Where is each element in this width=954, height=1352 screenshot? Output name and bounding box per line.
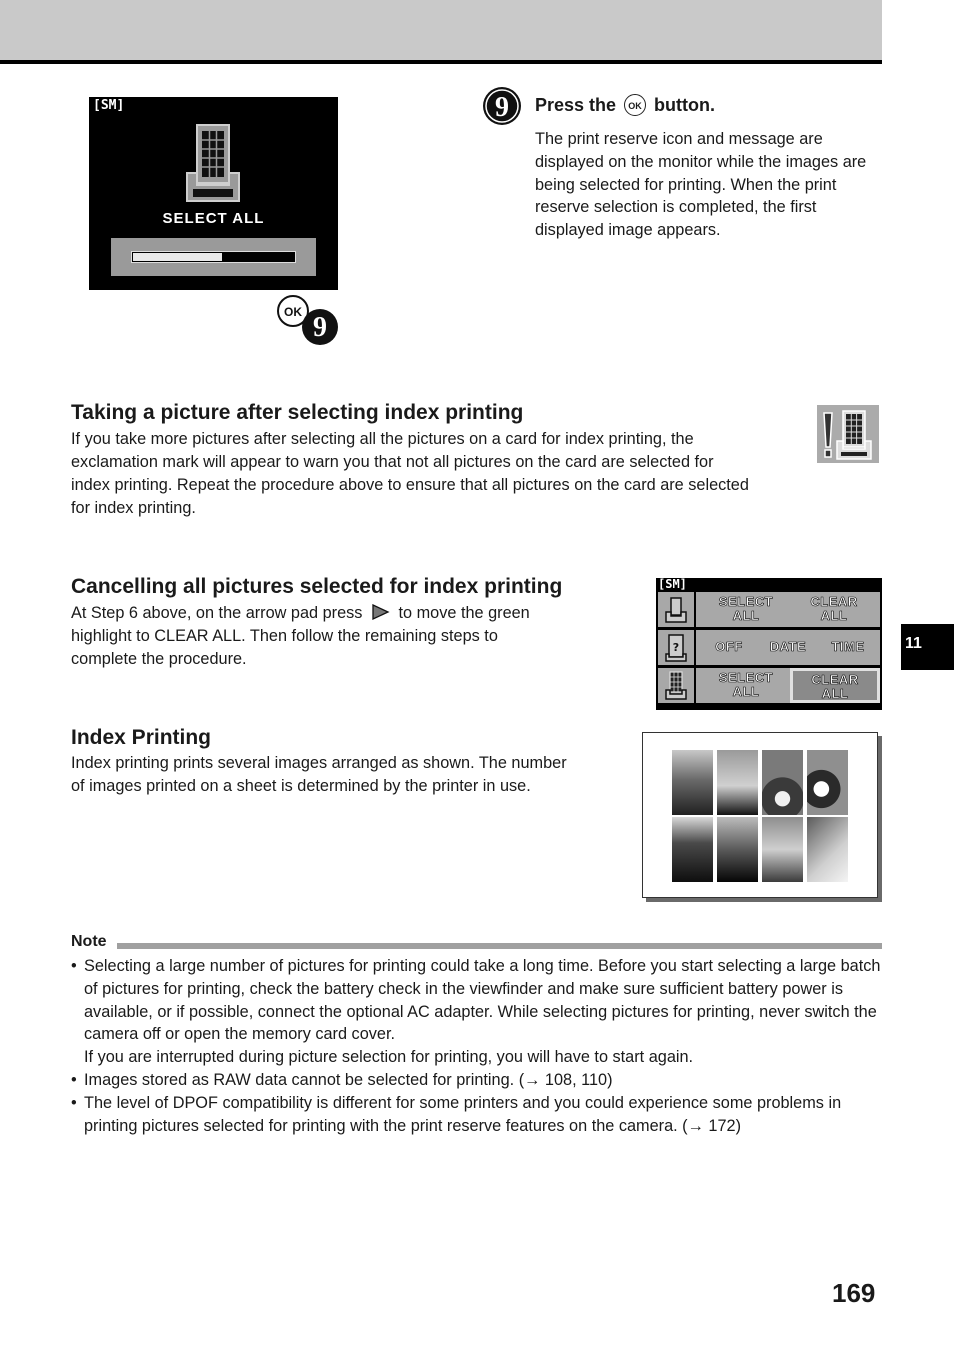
thumbnail-image bbox=[762, 817, 803, 882]
svg-text:?: ? bbox=[672, 641, 680, 654]
header-band bbox=[0, 0, 882, 60]
step-number-text: 9 bbox=[495, 92, 509, 123]
section-body-taking-picture: If you take more pictures after selecting all the pictures on a card for index printing, the exclamation mark will appear to warn you that not all pictures on the card are selected for index printing. Repeat the procedure above to ensure that all pictures on the card are selected for index printing. bbox=[71, 430, 749, 517]
thumbnail-image bbox=[762, 750, 803, 815]
option-date[interactable]: DATE bbox=[769, 639, 807, 654]
menu-mode-tag: [SM] bbox=[658, 577, 687, 591]
menu-row-date bbox=[658, 630, 880, 665]
step-number: 9 bbox=[313, 312, 327, 343]
note-text: If you are interrupted during picture selection for printing, you will have to start again. bbox=[84, 1048, 694, 1067]
select-all-message: SELECT ALL bbox=[162, 210, 265, 227]
section-heading-index-printing: Index Printing bbox=[71, 726, 212, 749]
cancel-text-before-arrow: At Step 6 above, on the arrow pad press bbox=[71, 604, 363, 622]
option-select-all[interactable]: SELECT ALL bbox=[718, 594, 774, 623]
index-print-icon bbox=[658, 668, 694, 703]
index-print-sample bbox=[642, 732, 878, 898]
index-print-icon bbox=[183, 123, 243, 203]
exclamation-index-icon bbox=[817, 405, 879, 463]
chapter-tab bbox=[901, 624, 954, 670]
ok-button-icon: OK bbox=[624, 94, 646, 116]
note-text: Selecting a large number of pictures for printing could take a long time. Before you start selecting a large batch of pictures for printing, check the battery check in the viewfinder and make sure sufficient battery power is available, or if possible, connect the optional AC adapter. While selecting pictures for printing, never switch the camera off or open the memory card cover. bbox=[84, 957, 881, 1044]
lcd-select-all-screen bbox=[89, 97, 338, 290]
thumbnail-image bbox=[717, 750, 758, 815]
date-print-icon bbox=[658, 630, 694, 665]
section-heading-taking-picture: Taking a picture after selecting index printing bbox=[71, 401, 524, 424]
chapter-number: 11 bbox=[905, 635, 922, 652]
thumbnail-image bbox=[717, 817, 758, 882]
note-text: The level of DPOF compatibility is different for some printers and you could experience some problems in printing pictures selected for printing with the print reserve features on the camera. (→ 172) bbox=[84, 1093, 842, 1135]
progress-bar bbox=[131, 251, 296, 263]
mode-tag: [SM] bbox=[93, 98, 125, 113]
note-item: • The level of DPOF compatibility is different for some printers and you could experience some problems in printing pictures selected for printing with the print reserve features on the camera. (→ 172) bbox=[71, 1092, 886, 1138]
step-number-badge bbox=[481, 85, 523, 127]
step-title bbox=[535, 94, 715, 116]
option-clear-all-highlighted[interactable]: CLEAR ALL bbox=[790, 668, 880, 703]
thumbnail-image bbox=[672, 750, 713, 815]
thumbnail-image bbox=[807, 817, 848, 882]
print-icon bbox=[658, 592, 694, 627]
step-title-prefix: Press the bbox=[535, 94, 617, 115]
note-item: • Images stored as RAW data cannot be selected for printing. (→ 108, 110) bbox=[71, 1069, 886, 1092]
cancel-text-after-arrow: to move the green highlight to CLEAR ALL. Then follow the remaining steps to complete the procedure. bbox=[71, 604, 530, 668]
note-item: • Selecting a large number of pictures for printing could take a long time. Before you start selecting a large batch of pictures for printing, check the battery check in the viewfinder and make sure sufficient battery power is available, or if possible, connect the optional AC adapter. While selecting pictures for printing, never switch the camera off or open the memory card cover. If you are interrupted during picture selection for printing, you will have to start again. bbox=[71, 955, 886, 1069]
note-list bbox=[71, 955, 886, 1137]
menu-row-index-options bbox=[696, 668, 880, 703]
note-label: Note bbox=[71, 933, 107, 950]
option-off[interactable]: OFF bbox=[715, 639, 743, 654]
header-rule bbox=[0, 60, 882, 64]
progress-fill bbox=[133, 253, 222, 261]
page-number: 169 bbox=[832, 1278, 876, 1308]
option-select-all[interactable]: SELECT ALL bbox=[718, 670, 774, 699]
thumbnail-image bbox=[672, 817, 713, 882]
thumbnail-image bbox=[807, 750, 848, 815]
section-body-index-printing: Index printing prints several images arranged as shown. The number of images printed on a sheet is determined by the printer in use. bbox=[71, 754, 567, 795]
right-arrow-icon bbox=[371, 604, 390, 620]
lcd-print-menu-screen bbox=[656, 578, 882, 710]
section-heading-cancelling: Cancelling all pictures selected for index printing bbox=[71, 575, 563, 598]
note-rule bbox=[117, 943, 882, 949]
section-body-cancelling bbox=[71, 602, 541, 671]
ok-button-step-icon bbox=[276, 294, 340, 346]
menu-row-print-options bbox=[696, 592, 880, 627]
option-time[interactable]: TIME bbox=[831, 639, 865, 654]
menu-row-print bbox=[658, 592, 880, 627]
note-text: Images stored as RAW data cannot be selected for printing. (→ 108, 110) bbox=[84, 1070, 613, 1089]
menu-row-index bbox=[658, 668, 880, 703]
menu-row-date-options bbox=[696, 630, 880, 665]
option-clear-all[interactable]: CLEAR ALL bbox=[810, 594, 858, 623]
step-title-suffix: button. bbox=[654, 94, 716, 115]
step-description: The print reserve icon and message are displayed on the monitor while the images are being selected for printing. When the print reserve selection is completed, the first displayed image appears. bbox=[535, 130, 867, 240]
ok-label: OK bbox=[284, 305, 302, 319]
